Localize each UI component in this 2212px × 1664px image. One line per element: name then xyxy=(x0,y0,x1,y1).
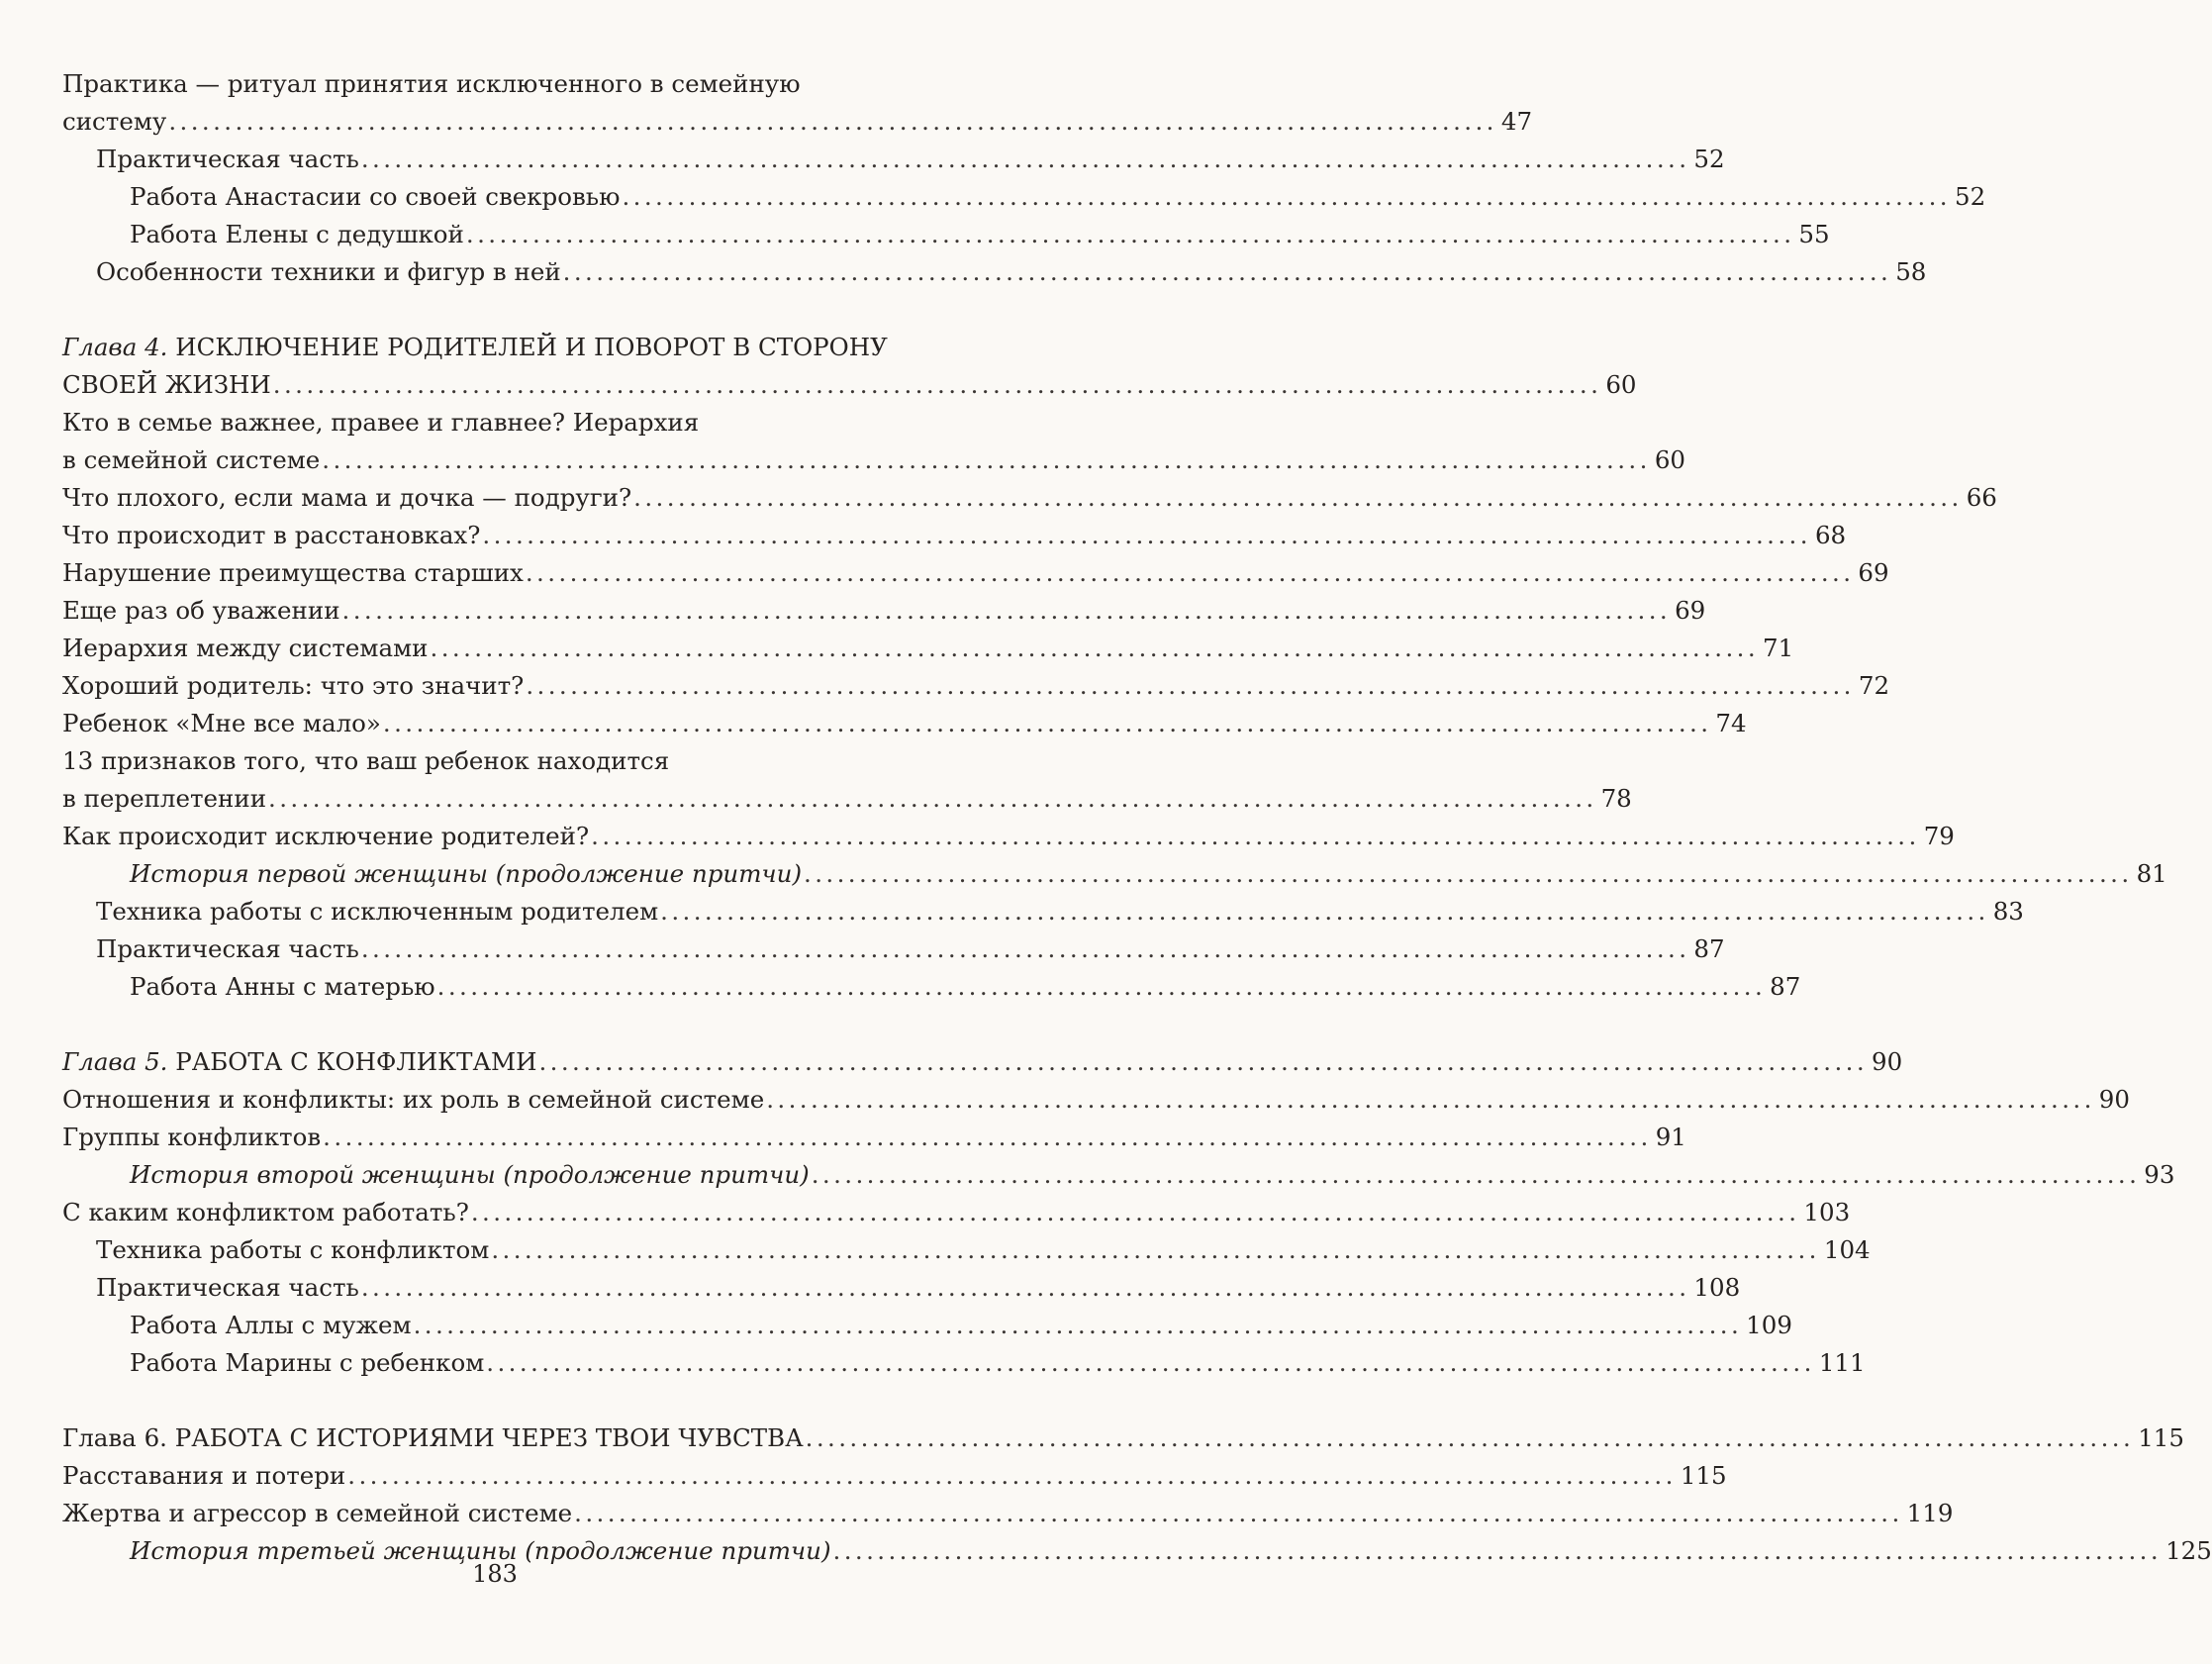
dot-leader: ........................................................................................................................ xyxy=(525,558,1855,587)
toc-page-number: 60 xyxy=(1605,370,1637,399)
toc-entry-title-line1: ИСКЛЮЧЕНИЕ РОДИТЕЛЕЙ И ПОВОРОТ В СТОРОНУ xyxy=(175,333,888,361)
toc-entry-title: СВОЕЙ ЖИЗНИ xyxy=(62,370,271,399)
toc-page-number: 47 xyxy=(1500,107,1533,136)
dot-leader: ........................................................................................................................ xyxy=(341,596,1672,625)
toc-entry[interactable] xyxy=(62,1495,1954,1532)
toc-entry-title: Группы конфликтов xyxy=(62,1123,322,1151)
dot-leader: ........................................................................................................................ xyxy=(622,182,1951,211)
toc-entry[interactable] xyxy=(62,630,1794,667)
toc-page-number: 68 xyxy=(1814,521,1847,549)
toc-page-number: 119 xyxy=(1906,1499,1954,1527)
toc-page-number: 74 xyxy=(1715,709,1747,737)
dot-leader: ........................................................................................................................ xyxy=(382,709,1712,737)
toc-entry-title: Хороший родитель: что это значит? xyxy=(62,671,525,700)
toc-page-number: 108 xyxy=(1693,1273,1741,1302)
toc-page-number: 115 xyxy=(1680,1461,1727,1490)
toc-entry-title: Работа Анастасии со своей свекровью xyxy=(130,182,621,211)
toc-page-number: 72 xyxy=(1858,671,1890,700)
toc-page-number: 55 xyxy=(1798,220,1830,248)
dot-leader: ........................................................................................................................ xyxy=(323,1123,1652,1151)
dot-leader: ........................................................................................................................ xyxy=(272,370,1602,399)
toc-entry-title: Работа Елены с дедушкой xyxy=(130,220,464,248)
table-of-contents xyxy=(62,65,2212,1570)
toc-page-number: 87 xyxy=(1770,972,1801,1001)
toc-page-number: 81 xyxy=(2136,859,2167,888)
dot-leader: ........................................................................................................................ xyxy=(322,445,1651,474)
section-gap xyxy=(62,1382,930,1419)
toc-page-number: 125 xyxy=(2165,1536,2212,1565)
toc-entry[interactable] xyxy=(62,554,1889,592)
toc-entry[interactable] xyxy=(62,1269,1741,1307)
toc-entry-title: Глава 6. РАБОТА С ИСТОРИЯМИ ЧЕРЕЗ ТВОИ ЧУВСТВА xyxy=(62,1423,804,1452)
toc-entry-title-line1: Кто в семье важнее, правее и главнее? Иерархия xyxy=(62,408,700,437)
dot-leader: ........................................................................................................................ xyxy=(347,1461,1677,1490)
toc-page-number: 69 xyxy=(1675,596,1706,625)
toc-entry[interactable] xyxy=(62,1344,1866,1382)
toc-entry[interactable] xyxy=(62,1419,2184,1457)
toc-entry-title: История первой женщины (продолжение притчи) xyxy=(130,859,803,888)
toc-entry[interactable] xyxy=(62,1081,2130,1119)
toc-page-number: 109 xyxy=(1746,1311,1792,1339)
toc-entry-title: История второй женщины (продолжение притчи) xyxy=(130,1160,810,1189)
toc-entry-title: РАБОТА С КОНФЛИКТАМИ xyxy=(175,1047,537,1076)
toc-page-number: 79 xyxy=(1923,822,1955,850)
toc-entry-title: Что плохого, если мама и дочка — подруги? xyxy=(62,483,632,512)
dot-leader: ........................................................................................................................ xyxy=(360,1273,1690,1302)
toc-page-number: 66 xyxy=(1966,483,1997,512)
toc-page-number: 60 xyxy=(1654,445,1685,474)
toc-entry[interactable] xyxy=(62,968,1801,1006)
toc-entry-title: Жертва и агрессор в семейной системе xyxy=(62,1499,573,1527)
chapter-label: Глава 5. xyxy=(62,1047,176,1076)
toc-page-number: 103 xyxy=(1803,1198,1851,1226)
toc-entry-title: Нарушение преимущества старших xyxy=(62,558,524,587)
toc-entry[interactable] xyxy=(62,855,2167,893)
toc-entry[interactable] xyxy=(62,1194,1851,1231)
toc-entry-title: Техника работы с конфликтом xyxy=(96,1235,490,1264)
dot-leader: ........................................................................................................................ xyxy=(482,521,1811,549)
dot-leader: ........................................................................................................................ xyxy=(832,1536,2163,1565)
toc-entry-title: Ребенок «Мне все мало» xyxy=(62,709,381,737)
toc-entry-title: Отношения и конфликты: их роль в семейной системе xyxy=(62,1085,765,1114)
toc-entry-title: Практическая часть xyxy=(96,1273,359,1302)
toc-entry-title: Расставания и потери xyxy=(62,1461,346,1490)
toc-entry[interactable] xyxy=(62,893,2024,930)
toc-entry[interactable] xyxy=(62,667,1890,705)
toc-entry[interactable] xyxy=(62,517,1847,554)
toc-page-number: 90 xyxy=(1872,1047,1903,1076)
dot-leader: ........................................................................................................................ xyxy=(268,784,1597,813)
toc-page-number: 52 xyxy=(1693,145,1725,173)
toc-entry-title-line1: 13 признаков того, что ваш ребенок находится xyxy=(62,746,670,775)
dot-leader: ........................................................................................................................ xyxy=(538,1047,1869,1076)
toc-page-number: 87 xyxy=(1693,934,1725,963)
toc-page-number: 52 xyxy=(1955,182,1986,211)
toc-page-number: 78 xyxy=(1600,784,1632,813)
toc-entry-title: Работа Марины с ребенком xyxy=(130,1348,485,1377)
toc-page-number: 90 xyxy=(2098,1085,2130,1114)
toc-entry-title: Особенности техники и фигур в ней xyxy=(96,257,561,286)
toc-entry-title: Практическая часть xyxy=(96,934,359,963)
toc-entry[interactable] xyxy=(62,742,1632,818)
dot-leader: ........................................................................................................................ xyxy=(413,1311,1743,1339)
toc-page-number: 83 xyxy=(1992,897,2024,926)
toc-entry-title-line1: Практика — ритуал принятия исключенного в семейную xyxy=(62,69,801,98)
toc-page-number: 69 xyxy=(1858,558,1889,587)
dot-leader: ........................................................................................................................ xyxy=(805,1423,2135,1452)
toc-entry-title: в переплетении xyxy=(62,784,267,813)
toc-entry-title: в семейной системе xyxy=(62,445,321,474)
toc-entry-title: С каким конфликтом работать? xyxy=(62,1198,469,1226)
dot-leader: ........................................................................................................................ xyxy=(660,897,1989,926)
toc-entry[interactable] xyxy=(62,818,1955,855)
toc-chapter-entry[interactable] xyxy=(62,329,1637,404)
toc-entry[interactable] xyxy=(62,930,1725,968)
section-gap xyxy=(62,1006,930,1043)
dot-leader: ........................................................................................................................ xyxy=(168,107,1497,136)
toc-page-number: 58 xyxy=(1895,257,1927,286)
toc-entry[interactable] xyxy=(62,253,1927,291)
toc-entry[interactable] xyxy=(62,216,1830,253)
dot-leader: ........................................................................................................................ xyxy=(470,1198,1800,1226)
toc-page-number: 111 xyxy=(1818,1348,1866,1377)
dot-leader: ........................................................................................................................ xyxy=(804,859,2133,888)
toc-entry[interactable] xyxy=(62,1307,1792,1344)
dot-leader: ........................................................................................................................ xyxy=(436,972,1767,1001)
toc-entry-title: Что происходит в расстановках? xyxy=(62,521,481,549)
toc-entry[interactable] xyxy=(62,178,1986,216)
toc-entry-title: Техника работы с исключенным родителем xyxy=(96,897,659,926)
toc-entry-title: Работа Аллы с мужем xyxy=(130,1311,412,1339)
dot-leader: ........................................................................................................................ xyxy=(465,220,1795,248)
dot-leader: ........................................................................................................................ xyxy=(766,1085,2095,1114)
dot-leader: ........................................................................................................................ xyxy=(526,671,1855,700)
dot-leader: ........................................................................................................................ xyxy=(360,145,1690,173)
toc-entry[interactable] xyxy=(62,592,1706,630)
toc-entry[interactable] xyxy=(62,705,1747,742)
toc-entry-title: Работа Анны с матерью xyxy=(130,972,435,1001)
toc-entry[interactable] xyxy=(62,404,1685,479)
toc-page-number: 93 xyxy=(2144,1160,2175,1189)
toc-entry[interactable] xyxy=(62,1231,1871,1269)
chapter-label: Глава 4. xyxy=(62,333,176,361)
toc-entry-title: История третьей женщины (продолжение притчи) xyxy=(130,1536,831,1565)
toc-chapter-entry[interactable] xyxy=(62,1043,1903,1081)
dot-leader: ........................................................................................................................ xyxy=(811,1160,2141,1189)
dot-leader: ........................................................................................................................ xyxy=(360,934,1690,963)
dot-leader: ........................................................................................................................ xyxy=(491,1235,1820,1264)
toc-entry-title: Как происходит исключение родителей? xyxy=(62,822,590,850)
dot-leader: ........................................................................................................................ xyxy=(562,257,1892,286)
toc-page-number: 104 xyxy=(1823,1235,1871,1264)
dot-leader: ........................................................................................................................ xyxy=(633,483,1963,512)
toc-entry[interactable] xyxy=(62,1457,1727,1495)
toc-entry-title: Еще раз об уважении xyxy=(62,596,340,625)
toc-entry[interactable] xyxy=(62,1119,1686,1156)
toc-entry[interactable] xyxy=(62,1156,2175,1194)
dot-leader: ........................................................................................................................ xyxy=(486,1348,1815,1377)
dot-leader: ........................................................................................................................ xyxy=(574,1499,1903,1527)
page-number: 183 xyxy=(472,1560,518,1588)
dot-leader: ........................................................................................................................ xyxy=(430,634,1760,662)
toc-page-number: 71 xyxy=(1763,634,1794,662)
toc-entry-title: Практическая часть xyxy=(96,145,359,173)
dot-leader: ........................................................................................................................ xyxy=(591,822,1920,850)
toc-page-number: 115 xyxy=(2138,1423,2184,1452)
toc-entry-title: систему xyxy=(62,107,167,136)
toc-entry-title: Иерархия между системами xyxy=(62,634,429,662)
toc-page-number: 91 xyxy=(1655,1123,1686,1151)
toc-entry[interactable] xyxy=(62,479,1997,517)
toc-entry[interactable] xyxy=(62,65,1533,141)
section-gap xyxy=(62,291,930,329)
toc-entry[interactable] xyxy=(62,141,1725,178)
